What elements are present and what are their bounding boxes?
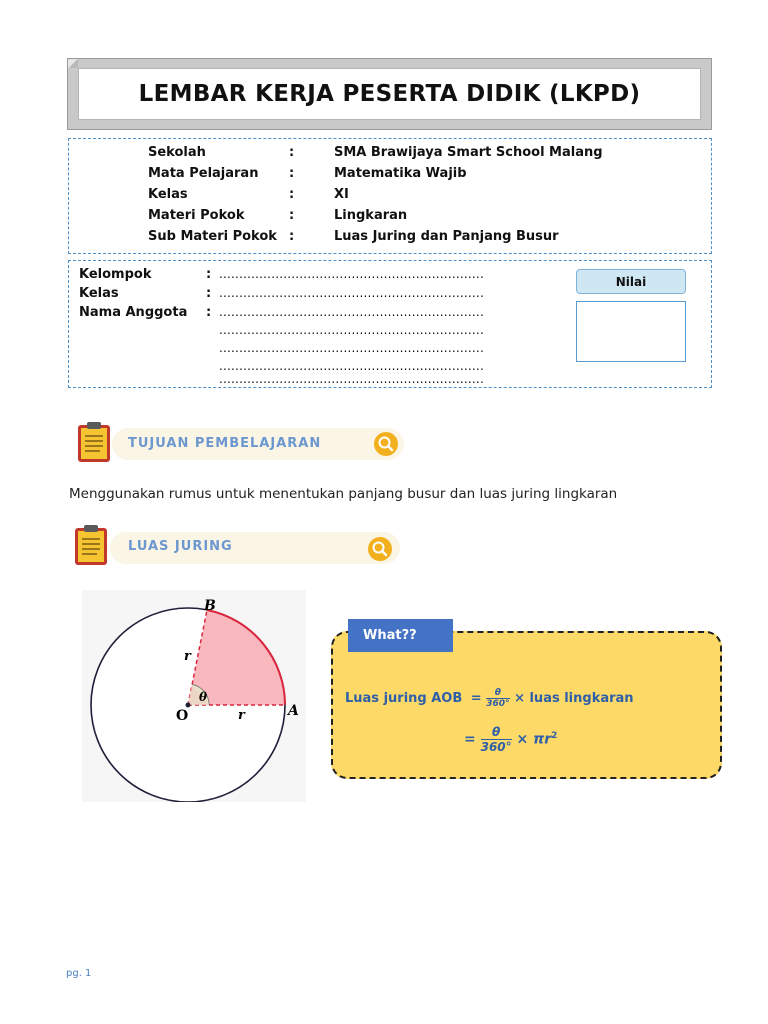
kelompok-colon: : <box>206 267 212 282</box>
point-b-label: B <box>204 598 216 614</box>
info-colon: : <box>289 166 295 181</box>
kelas-field[interactable]: .................................................................. <box>219 286 484 300</box>
formula-prefix: Luas juring AOB <box>345 691 463 706</box>
formula-exponent: 2 <box>551 730 558 741</box>
what-box <box>331 631 722 779</box>
formula-line-1 <box>345 688 634 709</box>
kelompok-label: Kelompok <box>79 267 152 282</box>
fraction-2 <box>481 725 512 754</box>
page-number: pg. 1 <box>66 968 92 979</box>
anggota-colon: : <box>206 305 212 320</box>
info-value-materi: Lingkaran <box>334 208 408 223</box>
anggota-field-2[interactable]: .................................................................. <box>219 323 484 337</box>
radius-label-ob: r <box>184 649 191 664</box>
fraction-1 <box>486 688 509 709</box>
theta-label: θ <box>199 690 208 704</box>
info-label-mapel: Mata Pelajaran <box>148 166 259 181</box>
sector-diagram <box>82 590 306 802</box>
clipboard-icon <box>76 421 112 463</box>
formula-suffix-2: × πr <box>516 731 552 748</box>
fraction-1-numerator: θ <box>486 688 509 699</box>
info-colon: : <box>289 208 295 223</box>
formula-line-2 <box>464 725 557 754</box>
tujuan-title: TUJUAN PEMBELAJARAN <box>128 436 322 451</box>
anggota-field-3[interactable]: .................................................................. <box>219 341 484 355</box>
nilai-label: Nilai <box>576 269 686 294</box>
kelas-colon: : <box>206 286 212 301</box>
clipboard-icon <box>73 524 109 566</box>
info-colon: : <box>289 229 295 244</box>
radius-label-oa: r <box>238 708 245 723</box>
title-inner <box>78 68 701 120</box>
anggota-field-4[interactable]: .................................................................. <box>219 359 484 373</box>
magnifier-icon <box>367 536 393 562</box>
info-value-submateri: Luas Juring dan Panjang Busur <box>334 229 559 244</box>
formula-equals-2: = <box>464 731 476 748</box>
kelompok-field[interactable]: .................................................................. <box>219 267 484 281</box>
juring-title: LUAS JURING <box>128 539 233 554</box>
info-value-kelas: XI <box>334 187 349 202</box>
objective-text: Menggunakan rumus untuk menentukan panjang busur dan luas juring lingkaran <box>69 486 618 502</box>
info-label-kelas: Kelas <box>148 187 188 202</box>
fraction-1-denominator: 360° <box>486 699 510 709</box>
what-tab: What?? <box>348 619 453 652</box>
info-value-sekolah: SMA Brawijaya Smart School Malang <box>334 145 603 160</box>
point-o-label: O <box>176 708 189 724</box>
nilai-box[interactable] <box>576 301 686 362</box>
anggota-field-1[interactable]: .................................................................. <box>219 305 484 319</box>
kelas-label: Kelas <box>79 286 119 301</box>
info-label-sekolah: Sekolah <box>148 145 206 160</box>
formula-suffix-1: × luas lingkaran <box>514 691 634 706</box>
info-label-submateri: Sub Materi Pokok <box>148 229 277 244</box>
info-colon: : <box>289 145 295 160</box>
center-point <box>186 703 191 708</box>
title-frame <box>67 58 712 130</box>
magnifier-icon <box>373 431 399 457</box>
point-a-label: A <box>288 703 299 719</box>
info-colon: : <box>289 187 295 202</box>
info-value-mapel: Matematika Wajib <box>334 166 467 181</box>
fraction-2-numerator: θ <box>481 725 512 740</box>
frame-bevel <box>68 59 78 68</box>
anggota-field-5[interactable]: .................................................................. <box>219 372 484 386</box>
formula-equals: = <box>470 691 482 706</box>
page-title: LEMBAR KERJA PESERTA DIDIK (LKPD) <box>138 81 641 107</box>
info-label-materi: Materi Pokok <box>148 208 245 223</box>
anggota-label: Nama Anggota <box>79 305 188 320</box>
fraction-2-denominator: 360° <box>480 740 512 754</box>
